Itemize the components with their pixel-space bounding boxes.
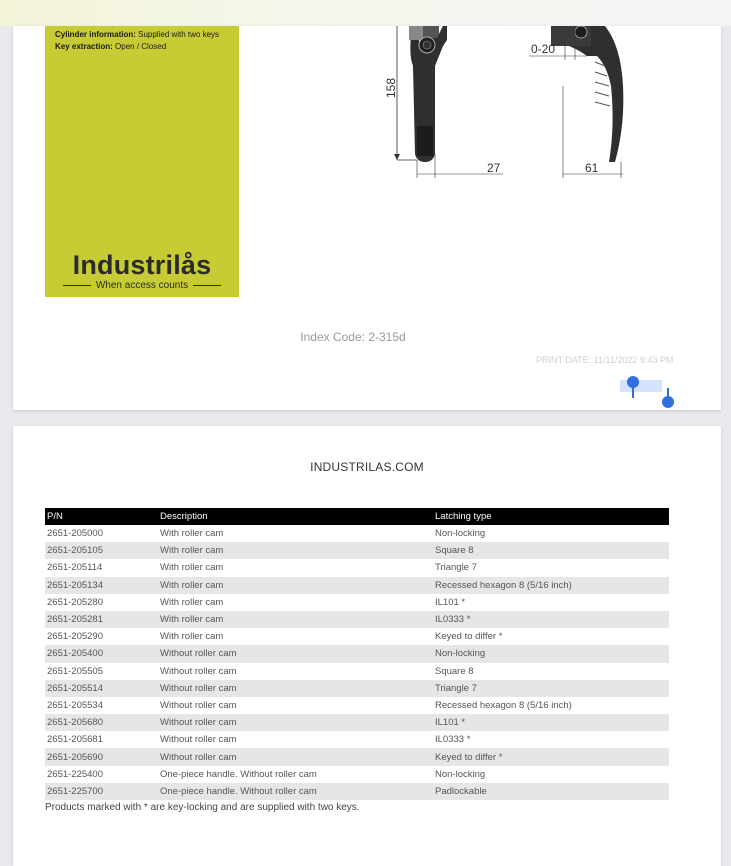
- cell-description: With roller cam: [158, 594, 433, 611]
- cell-description: Without roller cam: [158, 731, 433, 748]
- cell-latching-type: IL101 *: [433, 594, 669, 611]
- cell-description: Without roller cam: [158, 663, 433, 680]
- brand-tagline: When access counts: [57, 280, 227, 291]
- dimension-width-side: 61: [585, 161, 599, 175]
- table-row: [45, 628, 669, 645]
- cell-pn: 2651-205105: [45, 542, 158, 559]
- cell-pn: 2651-205000: [45, 525, 158, 542]
- cell-description: Without roller cam: [158, 697, 433, 714]
- cell-description: Without roller cam: [158, 680, 433, 697]
- key-extraction-label: Key extraction:: [55, 42, 113, 51]
- cell-latching-type: Recessed hexagon 8 (5/16 inch): [433, 697, 669, 714]
- cell-pn: 2651-205514: [45, 680, 158, 697]
- cell-pn: 2651-205681: [45, 731, 158, 748]
- table-row: [45, 559, 669, 576]
- cylinder-info: [55, 30, 219, 39]
- cell-pn: 2651-205134: [45, 577, 158, 594]
- table-row: [45, 766, 669, 783]
- cell-description: One-piece handle. Without roller cam: [158, 766, 433, 783]
- selection-start-handle[interactable]: [627, 376, 639, 388]
- top-status-bar: [0, 0, 731, 26]
- cell-latching-type: Triangle 7: [433, 559, 669, 576]
- cell-latching-type: Recessed hexagon 8 (5/16 inch): [433, 577, 669, 594]
- site-title: INDUSTRILAS.COM: [310, 460, 424, 474]
- table-row: [45, 714, 669, 731]
- cell-latching-type: Square 8: [433, 663, 669, 680]
- cell-description: Without roller cam: [158, 645, 433, 662]
- table-row: [45, 577, 669, 594]
- cell-pn: 2651-205505: [45, 663, 158, 680]
- cell-description: With roller cam: [158, 628, 433, 645]
- cell-description: With roller cam: [158, 559, 433, 576]
- selection-end-handle[interactable]: [662, 396, 674, 408]
- table-row: [45, 525, 669, 542]
- table-row: [45, 748, 669, 765]
- print-date: PRINT DATE: 11/11/2022 9:43 PM: [536, 355, 674, 365]
- cell-pn: 2651-205280: [45, 594, 158, 611]
- document-page-1: [13, 26, 721, 410]
- cell-pn: 2651-205400: [45, 645, 158, 662]
- cell-description: With roller cam: [158, 542, 433, 559]
- table-row: [45, 542, 669, 559]
- index-code: Index Code: 2-315d: [300, 330, 406, 344]
- cell-pn: 2651-225700: [45, 783, 158, 800]
- table-row: [45, 680, 669, 697]
- cell-pn: 2651-205690: [45, 748, 158, 765]
- cell-latching-type: Non-locking: [433, 645, 669, 662]
- cell-latching-type: Keyed to differ *: [433, 628, 669, 645]
- table-header-row: [45, 508, 669, 525]
- brand-logo: Industrilås: [72, 250, 212, 280]
- cell-latching-type: Non-locking: [433, 525, 669, 542]
- product-table: [45, 508, 669, 800]
- cell-description: Without roller cam: [158, 714, 433, 731]
- key-extraction-info: [55, 42, 166, 51]
- cell-latching-type: IL101 *: [433, 714, 669, 731]
- cell-pn: 2651-205680: [45, 714, 158, 731]
- handle-side-view: [565, 26, 623, 162]
- table-row: [45, 594, 669, 611]
- header-description: Description: [158, 508, 433, 525]
- table-row: [45, 611, 669, 628]
- cell-latching-type: Keyed to differ *: [433, 748, 669, 765]
- document-page-2: [13, 426, 721, 866]
- cell-pn: 2651-225400: [45, 766, 158, 783]
- header-latching-type: Latching type: [433, 508, 669, 525]
- cell-latching-type: Triangle 7: [433, 680, 669, 697]
- handle-technical-drawing: [373, 26, 673, 186]
- cell-pn: 2651-205281: [45, 611, 158, 628]
- brand-panel: [45, 26, 239, 297]
- cell-description: Without roller cam: [158, 748, 433, 765]
- table-row: [45, 783, 669, 800]
- dimension-width-front: 27: [487, 161, 501, 175]
- cell-pn: 2651-205534: [45, 697, 158, 714]
- cylinder-info-value: Supplied with two keys: [138, 30, 220, 39]
- dimension-gap: 0-20: [531, 42, 556, 56]
- table-row: [45, 697, 669, 714]
- cell-pn: 2651-205290: [45, 628, 158, 645]
- cell-description: One-piece handle. Without roller cam: [158, 783, 433, 800]
- table-row: [45, 663, 669, 680]
- cell-latching-type: IL0333 *: [433, 731, 669, 748]
- cell-latching-type: Non-locking: [433, 766, 669, 783]
- cell-description: With roller cam: [158, 611, 433, 628]
- cell-pn: 2651-205114: [45, 559, 158, 576]
- cell-latching-type: Square 8: [433, 542, 669, 559]
- cell-description: With roller cam: [158, 577, 433, 594]
- cell-description: With roller cam: [158, 525, 433, 542]
- header-pn: P/N: [45, 508, 158, 525]
- dimension-height: 158: [384, 77, 398, 99]
- footnote: Products marked with * are key-locking and are supplied with two keys.: [45, 802, 360, 813]
- table-row: [45, 731, 669, 748]
- key-extraction-value: Open / Closed: [115, 42, 167, 51]
- cylinder-info-label: Cylinder information:: [55, 30, 136, 39]
- cell-latching-type: IL0333 *: [433, 611, 669, 628]
- table-row: [45, 645, 669, 662]
- cell-latching-type: Padlockable: [433, 783, 669, 800]
